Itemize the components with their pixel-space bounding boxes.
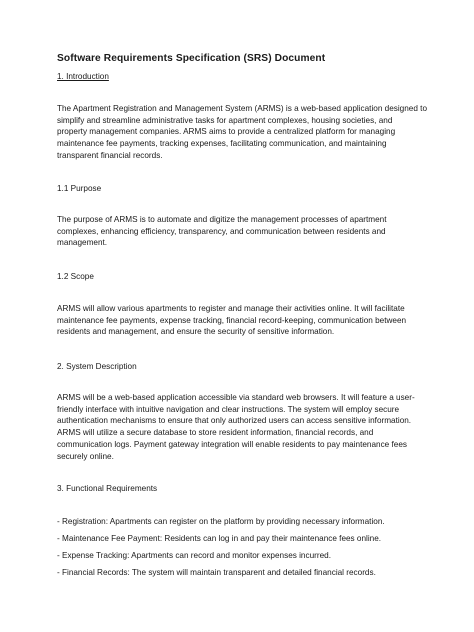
paragraph-line: simplify and streamline administrative tasks for apartment complexes, housing societies, and xyxy=(57,115,393,125)
section-heading-functional-requirements: 3. Functional Requirements xyxy=(57,484,158,493)
paragraph-line: The Apartment Registration and Management System (ARMS) is a web-based application designed to xyxy=(57,104,427,113)
purpose-paragraph xyxy=(57,214,419,249)
paragraph-line: authentication mechanisms to ensure that only authorized users can access sensitive information. xyxy=(57,416,412,426)
section-heading-system-description: 2. System Description xyxy=(57,362,137,371)
paragraph-line: maintenance fee payments, expense tracking, financial record-keeping, communication between xyxy=(57,315,407,325)
paragraph-line: ARMS will allow various apartments to register and manage their activities online. It will facilitate xyxy=(57,304,405,313)
paragraph-line: The purpose of ARMS is to automate and digitize the management processes of apartment xyxy=(57,215,387,224)
system-description-paragraph xyxy=(57,392,419,462)
list-item: - Expense Tracking: Apartments can record and monitor expenses incurred. xyxy=(57,551,331,560)
paragraph-line: securely online. xyxy=(57,451,114,461)
paragraph-line: residents and management, and ensure the security of sensitive information. xyxy=(57,327,335,337)
introduction-paragraph xyxy=(57,103,427,162)
list-item: - Registration: Apartments can register on the platform by providing necessary information. xyxy=(57,517,385,526)
scope-paragraph xyxy=(57,303,419,338)
paragraph-line: transparent financial records. xyxy=(57,150,163,160)
document-title: Software Requirements Specification (SRS) Document xyxy=(57,53,326,64)
paragraph-line: property management companies. ARMS aims to provide a centralized platform for managing xyxy=(57,127,396,137)
section-heading-purpose: 1.1 Purpose xyxy=(57,184,102,193)
paragraph-line: maintenance fee payments, tracking expenses, facilitating communication, and maintaining xyxy=(57,139,387,149)
paragraph-line: complexes, enhancing efficiency, transparency, and communication between residents and xyxy=(57,226,386,236)
list-item: - Financial Records: The system will maintain transparent and detailed financial records. xyxy=(57,568,376,577)
paragraph-line: ARMS will utilize a secure database to store resident information, financial records, and xyxy=(57,428,374,438)
paragraph-line: management. xyxy=(57,238,108,248)
paragraph-line: friendly interface with intuitive navigation and clear instructions. The system will employ secure xyxy=(57,404,400,414)
list-item: - Maintenance Fee Payment: Residents can log in and pay their maintenance fees online. xyxy=(57,534,382,543)
paragraph-line: communication logs. Payment gateway integration will enable residents to pay maintenance fees xyxy=(57,439,407,449)
paragraph-line: ARMS will be a web-based application accessible via standard web browsers. It will feature a user- xyxy=(57,393,415,402)
section-heading-scope: 1.2 Scope xyxy=(57,272,94,281)
section-heading-introduction: 1. Introduction xyxy=(57,72,109,81)
